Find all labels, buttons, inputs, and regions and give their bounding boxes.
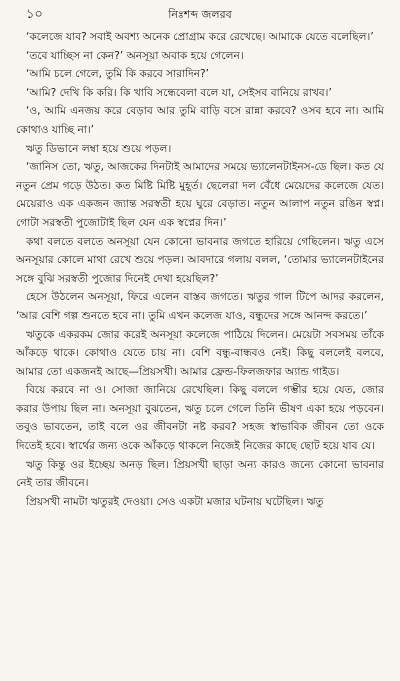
body-text — [16, 28, 384, 511]
page-number: ১০ — [26, 7, 43, 22]
running-title: নিঃশব্দ জলরব — [168, 8, 232, 21]
paragraph: ‘আমি? দেখি কি করি। কি খাবি সন্ধেবেলা বলে যা, সেইসব বানিয়ে রাখব।’ — [26, 86, 332, 99]
paragraph: ‘তবে যাচ্ছিস না কেন?’ অনসূয়া অবাক হয়ে গেলেন। — [26, 49, 244, 62]
paragraph: ঋতু ডিভানে লম্বা হয়ে শুয়ে পড়ল। — [26, 142, 172, 155]
paragraph: প্রিয়সখী নামটা ঋতুরই দেওয়া। সেও একটা মজার ঘটনায় ঘটেছিল। ঋতু — [26, 495, 324, 508]
paragraph: ‘আমি চলে গেলে, তুমি কি করবে সারাদিন?’ — [26, 68, 210, 81]
paragraph: ঋতু কিন্তু ওর ইচ্ছেয় অনড় ছিল। প্রিয়সখী ছাড়া অন্য কারও জন্যে কোনো ভাবনার নেই তার জীবনে। — [16, 458, 384, 490]
paragraph: হেসে উঠলেন অনসূয়া, ফিরে এলেন বাস্তব জগতে। ঋতুর গাল টিপে আদর করলেন, ‘আর বেশি গল্প শুনতে হবে না। তুমি এখন কলেজ যাও, বন্ধুদের সঙ্গে আনন্দ করতে।’ — [16, 291, 384, 322]
paragraph: ‘জানিস তো, ঋতু, আজকের দিনটাই আমাদের সময়ে ভ্যালেনটাইনস-ডে ছিল। কত যে নতুন প্রেম গড়ে উঠত। কত মিষ্টি মিষ্টি মুহূর্ত। ছেলেরা দল বেঁধে মেয়েদের কলেজে যেত। মেয়েরাও এক একজন জ্যান্ত সরস্বতী হয়ে ঘুরে বেড়াত। নতুন আলাপ নতুন রঙিন স্বপ্ন। গোটা সরস্বতী পুজোটাই ছিল যেন এক স্বপ্নের দিন।’ — [16, 161, 384, 229]
paragraph: কথা বলতে বলতে অনসূয়া যেন কোনো ভাবনার জগতে হারিয়ে গেছিলেন। ঋতু এসে অনসূয়ার কোলে মাথা রেখে শুয়ে পড়ল। আবদারে গলায় বলল, ‘তোমার ভ্যালেনটাইনের সঙ্গে বুঝি সরস্বতী পুজোর দিনেই দেখা হয়েছিল?’ — [16, 235, 384, 285]
page-header — [16, 6, 384, 24]
paragraph: বিয়ে করবে না ও। সোজা জানিয়ে রেখেছিল। কিছু বললে গম্ভীর হয়ে যেত, জোর করার উপায় ছিল না। অনসূয়া বুঝতেন, ঋতু চলে গেলে তিনি ভীষণ একা হয়ে পড়বেন। তবুও ভাবতেন, তাই বলে ওর জীবনটা নষ্ট করব? সহজ স্বাভাবিক জীবন তো ওকে দিতেই হবে। স্বার্থের জন্য ওকে আঁকড়ে থাকলে নিজেই নিজের কাছে ছোট হয়ে যাব যে। — [16, 384, 384, 453]
paragraph: ‘কলেজে যাব? সবাই অবশ্য অনেক প্রোগ্রাম করে রেখেছে। আমাকে যেতে বলেছিল।’ — [26, 31, 374, 43]
paragraph: ‘ও, আমি এনজয় করে বেড়াব আর তুমি বাড়ি বসে রান্না করবে? ওসব হবে না। আমি কোথাও যাচ্ছি না।’ — [16, 105, 384, 136]
paragraph: ঋতুকে একরকম জোর করেই অনসূয়া কলেজে পাঠিয়ে দিলেন। মেয়েটা সবসময় তাঁকে আঁকড়ে থাকে। কোথাও যেতে চায় না। বেশি বন্ধু-বান্ধবও নেই। কিছু বললেই বলবে, আমার তো একজনই আছে—প্রিয়সখী। আমার ফ্রেন্ড-ফিলজফার অ্যান্ড গাইড। — [16, 328, 384, 378]
